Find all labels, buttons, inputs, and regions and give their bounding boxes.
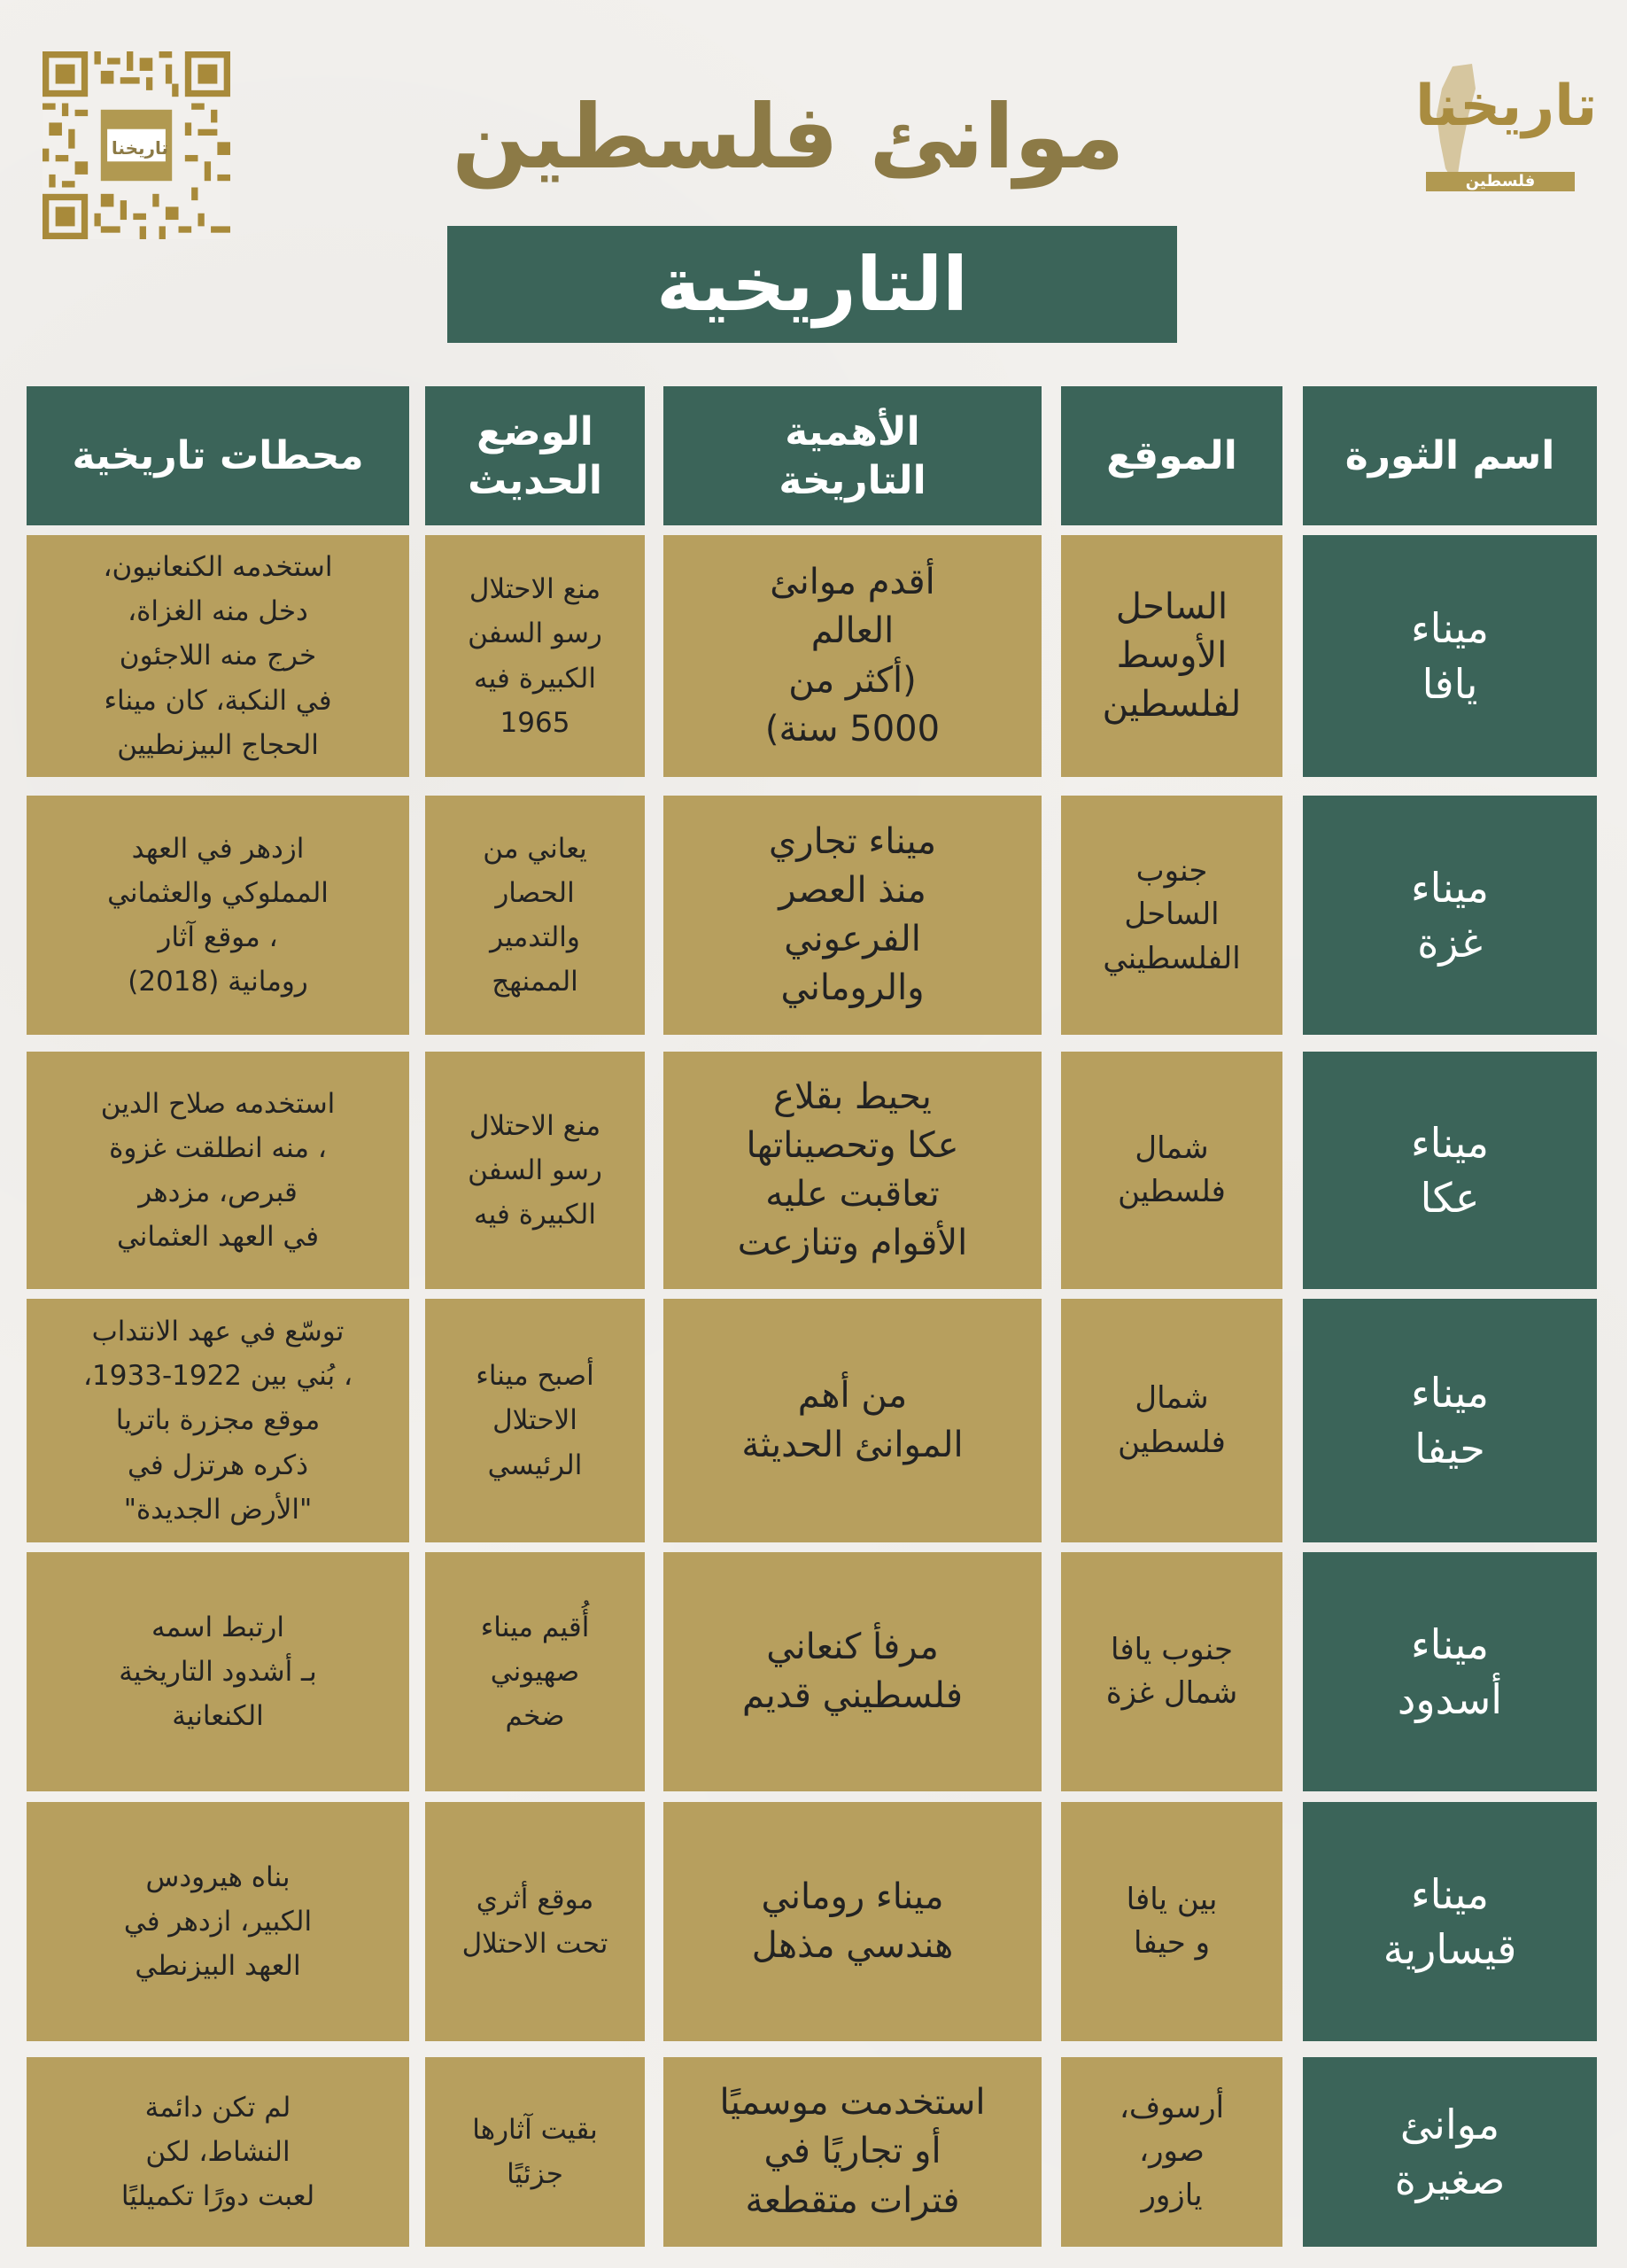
table-row-location: أرسوف، صور، يازور — [1061, 2057, 1282, 2247]
qr-label: تاريخنا — [111, 137, 169, 159]
table-row-milestones: لم تكن دائمة النشاط، لكن لعبت دورًا تكميليًا — [27, 2057, 409, 2247]
header-current: الوضع الحديث — [425, 386, 645, 525]
table-row-importance: ميناء روماني هندسي مذهل — [663, 1802, 1042, 2041]
header-name: اسم الثورة — [1303, 386, 1597, 525]
table-row-milestones: بناه هيرودس الكبير، ازدهر في العهد البيزنطي — [27, 1802, 409, 2041]
table-row-importance: يحيط بقلاع عكا وتحصيناتها تعاقبت عليه الأقوام وتنازعت — [663, 1052, 1042, 1289]
table-row-current: أصبح ميناء الاحتلال الرئيسي — [425, 1299, 645, 1542]
page-subtitle: التاريخية — [656, 241, 968, 328]
table-row-location: الساحل الأوسط لفلسطين — [1061, 535, 1282, 777]
table-row-current: منع الاحتلال رسو السفن الكبيرة فيه 1965 — [425, 535, 645, 777]
table-row-name: ميناء حيفا — [1303, 1299, 1597, 1542]
logo-subtext: فلسطين — [1426, 172, 1575, 191]
table-row-importance: مرفأ كنعاني فلسطيني قديم — [663, 1552, 1042, 1791]
table-row-milestones: ارتبط اسمه بـ أشدود التاريخية الكنعانية — [27, 1552, 409, 1791]
table-row-name: ميناء يافا — [1303, 535, 1597, 777]
table-row-importance: أقدم موانئ العالم (أكثر من 5000 سنة) — [663, 535, 1042, 777]
header-importance: الأهمية التاريخة — [663, 386, 1042, 525]
header-milestones: محطات تاريخية — [27, 386, 409, 525]
table-row-milestones: استخدمه صلاح الدين ، منه انطلقت غزوة قبرص، مزدهر في العهد العثماني — [27, 1052, 409, 1289]
table-row-name: ميناء عكا — [1303, 1052, 1597, 1289]
table-row-name: ميناء غزة — [1303, 796, 1597, 1035]
ports-table — [27, 386, 1598, 2247]
table-row-importance: ميناء تجاري منذ العصر الفرعوني والروماني — [663, 796, 1042, 1035]
table-row-milestones: توسّع في عهد الانتداب ، بُني بين 1922-1933، موقع مجزرة باتريا ذكره هرتزل في "الأرض الجديدة" — [27, 1299, 409, 1542]
table-row-name: ميناء أسدود — [1303, 1552, 1597, 1791]
table-row-importance: من أهم الموانئ الحديثة — [663, 1299, 1042, 1542]
table-row-current: يعاني من الحصار والتدمير الممنهج — [425, 796, 645, 1035]
table-row-importance: استخدمت موسميًا أو تجاريًا في فترات متقطعة — [663, 2057, 1042, 2247]
table-row-milestones: استخدمه الكنعانيون، دخل منه الغزاة، خرج منه اللاجئون في النكبة، كان ميناء الحجاج البيزنطيين — [27, 535, 409, 777]
header-location: الموقع — [1061, 386, 1282, 525]
subtitle-banner — [447, 226, 1177, 343]
table-row-current: بقيت آثارها جزئيًا — [425, 2057, 645, 2247]
table-row-milestones: ازدهر في العهد المملوكي والعثماني ، موقع آثار رومانية (2018) — [27, 796, 409, 1035]
table-row-current: أُقيم ميناء صهيوني ضخم — [425, 1552, 645, 1791]
table-row-location: جنوب يافا شمال غزة — [1061, 1552, 1282, 1791]
table-row-name: ميناء قيسارية — [1303, 1802, 1597, 2041]
table-row-name: موانئ صغيرة — [1303, 2057, 1597, 2247]
table-row-current: منع الاحتلال رسو السفن الكبيرة فيه — [425, 1052, 645, 1289]
table-row-current: موقع أثري تحت الاحتلال — [425, 1802, 645, 2041]
table-row-location: جنوب الساحل الفلسطيني — [1061, 796, 1282, 1035]
table-row-location: بين يافا و حيفا — [1061, 1802, 1282, 2041]
table-row-location: شمال فلسطين — [1061, 1299, 1282, 1542]
logo-text: تاريخنا — [1415, 74, 1598, 139]
page-title: موانئ فلسطين — [452, 85, 1125, 189]
table-row-location: شمال فلسطين — [1061, 1052, 1282, 1289]
